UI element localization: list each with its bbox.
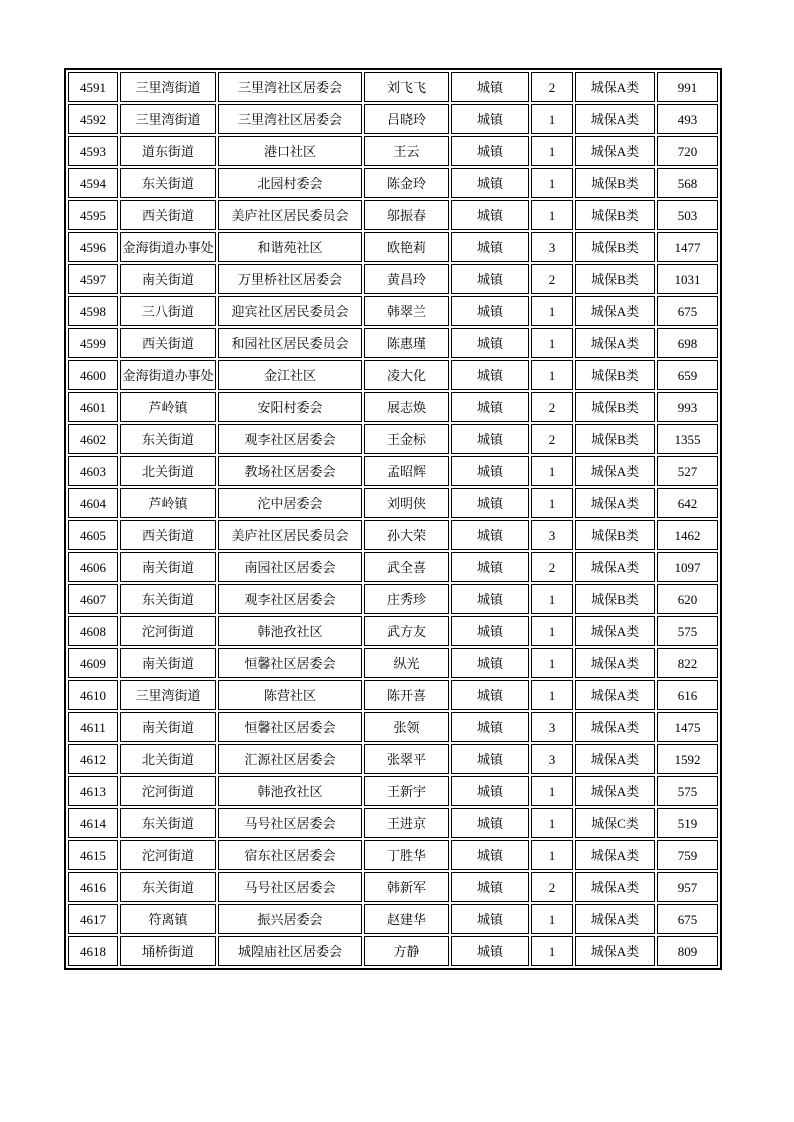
- cell-community: 金江社区: [218, 360, 362, 390]
- cell-district: 东关街道: [120, 808, 216, 838]
- cell-person_count: 2: [531, 424, 573, 454]
- cell-category: 城保A类: [575, 488, 655, 518]
- cell-category: 城保A类: [575, 776, 655, 806]
- cell-category: 城保A类: [575, 136, 655, 166]
- cell-district: 沱河街道: [120, 776, 216, 806]
- cell-district: 三里湾街道: [120, 72, 216, 102]
- cell-district: 金海街道办事处: [120, 232, 216, 262]
- cell-person_count: 1: [531, 200, 573, 230]
- cell-community: 教场社区居委会: [218, 456, 362, 486]
- cell-community: 观李社区居委会: [218, 424, 362, 454]
- cell-id: 4612: [68, 744, 118, 774]
- cell-person: 孙大荣: [364, 520, 449, 550]
- cell-household_type: 城镇: [451, 744, 529, 774]
- cell-community: 观李社区居委会: [218, 584, 362, 614]
- cell-person: 韩新军: [364, 872, 449, 902]
- cell-id: 4599: [68, 328, 118, 358]
- cell-household_type: 城镇: [451, 552, 529, 582]
- cell-amount: 957: [657, 872, 718, 902]
- table-row: [68, 232, 718, 262]
- cell-id: 4605: [68, 520, 118, 550]
- cell-person_count: 3: [531, 232, 573, 262]
- cell-household_type: 城镇: [451, 456, 529, 486]
- cell-id: 4613: [68, 776, 118, 806]
- cell-household_type: 城镇: [451, 776, 529, 806]
- table-row: [68, 424, 718, 454]
- cell-person_count: 1: [531, 584, 573, 614]
- cell-person: 方静: [364, 936, 449, 966]
- cell-category: 城保A类: [575, 936, 655, 966]
- cell-category: 城保A类: [575, 904, 655, 934]
- table-row: [68, 584, 718, 614]
- table-row: [68, 328, 718, 358]
- cell-id: 4615: [68, 840, 118, 870]
- cell-person: 陈开喜: [364, 680, 449, 710]
- cell-community: 迎宾社区居民委员会: [218, 296, 362, 326]
- cell-category: 城保A类: [575, 872, 655, 902]
- cell-category: 城保A类: [575, 616, 655, 646]
- cell-community: 城隍庙社区居委会: [218, 936, 362, 966]
- table-row: [68, 168, 718, 198]
- cell-person: 丁胜华: [364, 840, 449, 870]
- table-row: [68, 392, 718, 422]
- cell-person_count: 2: [531, 72, 573, 102]
- cell-id: 4617: [68, 904, 118, 934]
- cell-household_type: 城镇: [451, 648, 529, 678]
- cell-household_type: 城镇: [451, 488, 529, 518]
- cell-community: 宿东社区居委会: [218, 840, 362, 870]
- cell-person: 王云: [364, 136, 449, 166]
- cell-person: 韩翠兰: [364, 296, 449, 326]
- table-row: [68, 776, 718, 806]
- cell-district: 北关街道: [120, 456, 216, 486]
- cell-amount: 809: [657, 936, 718, 966]
- cell-person_count: 1: [531, 136, 573, 166]
- cell-category: 城保B类: [575, 232, 655, 262]
- cell-amount: 698: [657, 328, 718, 358]
- cell-household_type: 城镇: [451, 936, 529, 966]
- cell-person_count: 1: [531, 328, 573, 358]
- cell-community: 韩池孜社区: [218, 776, 362, 806]
- cell-household_type: 城镇: [451, 712, 529, 742]
- cell-district: 沱河街道: [120, 840, 216, 870]
- cell-person_count: 1: [531, 616, 573, 646]
- cell-household_type: 城镇: [451, 520, 529, 550]
- cell-category: 城保A类: [575, 840, 655, 870]
- cell-community: 韩池孜社区: [218, 616, 362, 646]
- table-row: [68, 72, 718, 102]
- cell-amount: 503: [657, 200, 718, 230]
- cell-household_type: 城镇: [451, 136, 529, 166]
- table-row: [68, 712, 718, 742]
- cell-amount: 527: [657, 456, 718, 486]
- cell-household_type: 城镇: [451, 616, 529, 646]
- table-row: [68, 872, 718, 902]
- cell-amount: 991: [657, 72, 718, 102]
- cell-community: 安阳村委会: [218, 392, 362, 422]
- records-table: [64, 68, 722, 970]
- cell-household_type: 城镇: [451, 232, 529, 262]
- cell-amount: 568: [657, 168, 718, 198]
- cell-person: 陈金玲: [364, 168, 449, 198]
- cell-person_count: 1: [531, 104, 573, 134]
- cell-household_type: 城镇: [451, 168, 529, 198]
- cell-household_type: 城镇: [451, 808, 529, 838]
- cell-district: 东关街道: [120, 584, 216, 614]
- cell-person: 纵光: [364, 648, 449, 678]
- cell-category: 城保B类: [575, 264, 655, 294]
- cell-household_type: 城镇: [451, 584, 529, 614]
- cell-district: 北关街道: [120, 744, 216, 774]
- cell-household_type: 城镇: [451, 840, 529, 870]
- cell-id: 4614: [68, 808, 118, 838]
- table-row: [68, 808, 718, 838]
- cell-person_count: 1: [531, 680, 573, 710]
- cell-category: 城保B类: [575, 392, 655, 422]
- cell-household_type: 城镇: [451, 872, 529, 902]
- cell-category: 城保A类: [575, 744, 655, 774]
- cell-person_count: 1: [531, 904, 573, 934]
- cell-household_type: 城镇: [451, 328, 529, 358]
- cell-category: 城保B类: [575, 424, 655, 454]
- cell-person: 王进京: [364, 808, 449, 838]
- cell-amount: 720: [657, 136, 718, 166]
- cell-category: 城保A类: [575, 712, 655, 742]
- cell-district: 西关街道: [120, 520, 216, 550]
- cell-household_type: 城镇: [451, 104, 529, 134]
- cell-district: 南关街道: [120, 712, 216, 742]
- cell-amount: 620: [657, 584, 718, 614]
- cell-person: 张领: [364, 712, 449, 742]
- cell-person: 张翠平: [364, 744, 449, 774]
- table-row: [68, 840, 718, 870]
- cell-category: 城保A类: [575, 104, 655, 134]
- cell-id: 4602: [68, 424, 118, 454]
- cell-community: 万里桥社区居委会: [218, 264, 362, 294]
- cell-person_count: 1: [531, 648, 573, 678]
- cell-category: 城保A类: [575, 296, 655, 326]
- cell-district: 道东街道: [120, 136, 216, 166]
- cell-id: 4593: [68, 136, 118, 166]
- cell-person_count: 2: [531, 392, 573, 422]
- table-row: [68, 136, 718, 166]
- cell-person_count: 1: [531, 296, 573, 326]
- cell-amount: 659: [657, 360, 718, 390]
- table-row: [68, 616, 718, 646]
- cell-person_count: 1: [531, 840, 573, 870]
- cell-id: 4618: [68, 936, 118, 966]
- cell-id: 4598: [68, 296, 118, 326]
- cell-category: 城保B类: [575, 584, 655, 614]
- table-row: [68, 264, 718, 294]
- cell-community: 振兴居委会: [218, 904, 362, 934]
- cell-community: 港口社区: [218, 136, 362, 166]
- cell-amount: 759: [657, 840, 718, 870]
- cell-id: 4610: [68, 680, 118, 710]
- cell-community: 三里湾社区居委会: [218, 104, 362, 134]
- cell-id: 4596: [68, 232, 118, 262]
- cell-category: 城保B类: [575, 168, 655, 198]
- cell-amount: 1462: [657, 520, 718, 550]
- cell-category: 城保B类: [575, 520, 655, 550]
- cell-category: 城保B类: [575, 360, 655, 390]
- table-row: [68, 936, 718, 966]
- cell-person_count: 1: [531, 776, 573, 806]
- cell-person_count: 1: [531, 808, 573, 838]
- cell-id: 4604: [68, 488, 118, 518]
- cell-amount: 493: [657, 104, 718, 134]
- cell-id: 4606: [68, 552, 118, 582]
- cell-district: 东关街道: [120, 872, 216, 902]
- cell-person: 刘明侠: [364, 488, 449, 518]
- cell-id: 4609: [68, 648, 118, 678]
- cell-amount: 1097: [657, 552, 718, 582]
- table-row: [68, 680, 718, 710]
- cell-community: 和谐苑社区: [218, 232, 362, 262]
- cell-person: 赵建华: [364, 904, 449, 934]
- cell-district: 沱河街道: [120, 616, 216, 646]
- cell-person_count: 1: [531, 360, 573, 390]
- cell-amount: 1477: [657, 232, 718, 262]
- cell-community: 和园社区居民委员会: [218, 328, 362, 358]
- cell-household_type: 城镇: [451, 680, 529, 710]
- cell-community: 恒馨社区居委会: [218, 648, 362, 678]
- cell-person: 武全喜: [364, 552, 449, 582]
- cell-id: 4595: [68, 200, 118, 230]
- cell-category: 城保A类: [575, 328, 655, 358]
- cell-person_count: 1: [531, 168, 573, 198]
- cell-category: 城保A类: [575, 456, 655, 486]
- cell-community: 陈营社区: [218, 680, 362, 710]
- cell-category: 城保C类: [575, 808, 655, 838]
- cell-community: 北园村委会: [218, 168, 362, 198]
- cell-person_count: 1: [531, 488, 573, 518]
- cell-person: 王金标: [364, 424, 449, 454]
- cell-community: 马号社区居委会: [218, 872, 362, 902]
- cell-household_type: 城镇: [451, 200, 529, 230]
- cell-person: 刘飞飞: [364, 72, 449, 102]
- cell-person: 邬振春: [364, 200, 449, 230]
- table-body: [68, 72, 718, 966]
- cell-amount: 1355: [657, 424, 718, 454]
- cell-category: 城保B类: [575, 200, 655, 230]
- cell-amount: 993: [657, 392, 718, 422]
- cell-community: 美庐社区居民委员会: [218, 200, 362, 230]
- cell-id: 4597: [68, 264, 118, 294]
- cell-person: 陈惠瑾: [364, 328, 449, 358]
- cell-id: 4591: [68, 72, 118, 102]
- table-row: [68, 200, 718, 230]
- cell-district: 符离镇: [120, 904, 216, 934]
- cell-community: 汇源社区居委会: [218, 744, 362, 774]
- cell-household_type: 城镇: [451, 360, 529, 390]
- cell-category: 城保A类: [575, 552, 655, 582]
- cell-person: 孟昭辉: [364, 456, 449, 486]
- table-row: [68, 456, 718, 486]
- table-row: [68, 904, 718, 934]
- cell-community: 马号社区居委会: [218, 808, 362, 838]
- cell-person_count: 1: [531, 456, 573, 486]
- cell-person: 武方友: [364, 616, 449, 646]
- table-row: [68, 104, 718, 134]
- cell-district: 芦岭镇: [120, 392, 216, 422]
- cell-id: 4592: [68, 104, 118, 134]
- cell-district: 西关街道: [120, 328, 216, 358]
- cell-id: 4601: [68, 392, 118, 422]
- cell-district: 西关街道: [120, 200, 216, 230]
- table-row: [68, 744, 718, 774]
- cell-id: 4608: [68, 616, 118, 646]
- cell-person_count: 2: [531, 264, 573, 294]
- cell-person_count: 1: [531, 936, 573, 966]
- cell-amount: 675: [657, 296, 718, 326]
- cell-category: 城保A类: [575, 680, 655, 710]
- cell-category: 城保A类: [575, 648, 655, 678]
- table-row: [68, 360, 718, 390]
- cell-person: 王新宇: [364, 776, 449, 806]
- table-row: [68, 552, 718, 582]
- cell-person_count: 2: [531, 872, 573, 902]
- cell-category: 城保A类: [575, 72, 655, 102]
- cell-district: 南关街道: [120, 264, 216, 294]
- cell-id: 4594: [68, 168, 118, 198]
- cell-person: 欧艳莉: [364, 232, 449, 262]
- cell-person_count: 3: [531, 712, 573, 742]
- cell-community: 南园社区居委会: [218, 552, 362, 582]
- cell-district: 东关街道: [120, 424, 216, 454]
- cell-id: 4607: [68, 584, 118, 614]
- cell-district: 南关街道: [120, 552, 216, 582]
- cell-person_count: 3: [531, 744, 573, 774]
- cell-person: 凌大化: [364, 360, 449, 390]
- cell-district: 三里湾街道: [120, 104, 216, 134]
- cell-id: 4611: [68, 712, 118, 742]
- cell-community: 三里湾社区居委会: [218, 72, 362, 102]
- cell-person: 黄昌玲: [364, 264, 449, 294]
- cell-district: 南关街道: [120, 648, 216, 678]
- table-row: [68, 648, 718, 678]
- table-row: [68, 488, 718, 518]
- table-row: [68, 296, 718, 326]
- cell-household_type: 城镇: [451, 264, 529, 294]
- cell-person_count: 2: [531, 552, 573, 582]
- cell-person: 展志焕: [364, 392, 449, 422]
- cell-amount: 1475: [657, 712, 718, 742]
- cell-district: 金海街道办事处: [120, 360, 216, 390]
- cell-district: 埇桥街道: [120, 936, 216, 966]
- cell-household_type: 城镇: [451, 424, 529, 454]
- cell-id: 4600: [68, 360, 118, 390]
- cell-amount: 616: [657, 680, 718, 710]
- cell-community: 沱中居委会: [218, 488, 362, 518]
- cell-household_type: 城镇: [451, 72, 529, 102]
- cell-id: 4603: [68, 456, 118, 486]
- cell-household_type: 城镇: [451, 392, 529, 422]
- cell-household_type: 城镇: [451, 296, 529, 326]
- cell-person: 庄秀珍: [364, 584, 449, 614]
- cell-amount: 642: [657, 488, 718, 518]
- cell-person: 吕晓玲: [364, 104, 449, 134]
- cell-district: 三里湾街道: [120, 680, 216, 710]
- cell-amount: 1031: [657, 264, 718, 294]
- cell-amount: 575: [657, 776, 718, 806]
- table-row: [68, 520, 718, 550]
- cell-district: 芦岭镇: [120, 488, 216, 518]
- cell-household_type: 城镇: [451, 904, 529, 934]
- cell-district: 东关街道: [120, 168, 216, 198]
- cell-person_count: 3: [531, 520, 573, 550]
- cell-amount: 822: [657, 648, 718, 678]
- cell-amount: 575: [657, 616, 718, 646]
- cell-amount: 675: [657, 904, 718, 934]
- cell-amount: 1592: [657, 744, 718, 774]
- cell-community: 美庐社区居民委员会: [218, 520, 362, 550]
- cell-amount: 519: [657, 808, 718, 838]
- cell-id: 4616: [68, 872, 118, 902]
- cell-district: 三八街道: [120, 296, 216, 326]
- cell-community: 恒馨社区居委会: [218, 712, 362, 742]
